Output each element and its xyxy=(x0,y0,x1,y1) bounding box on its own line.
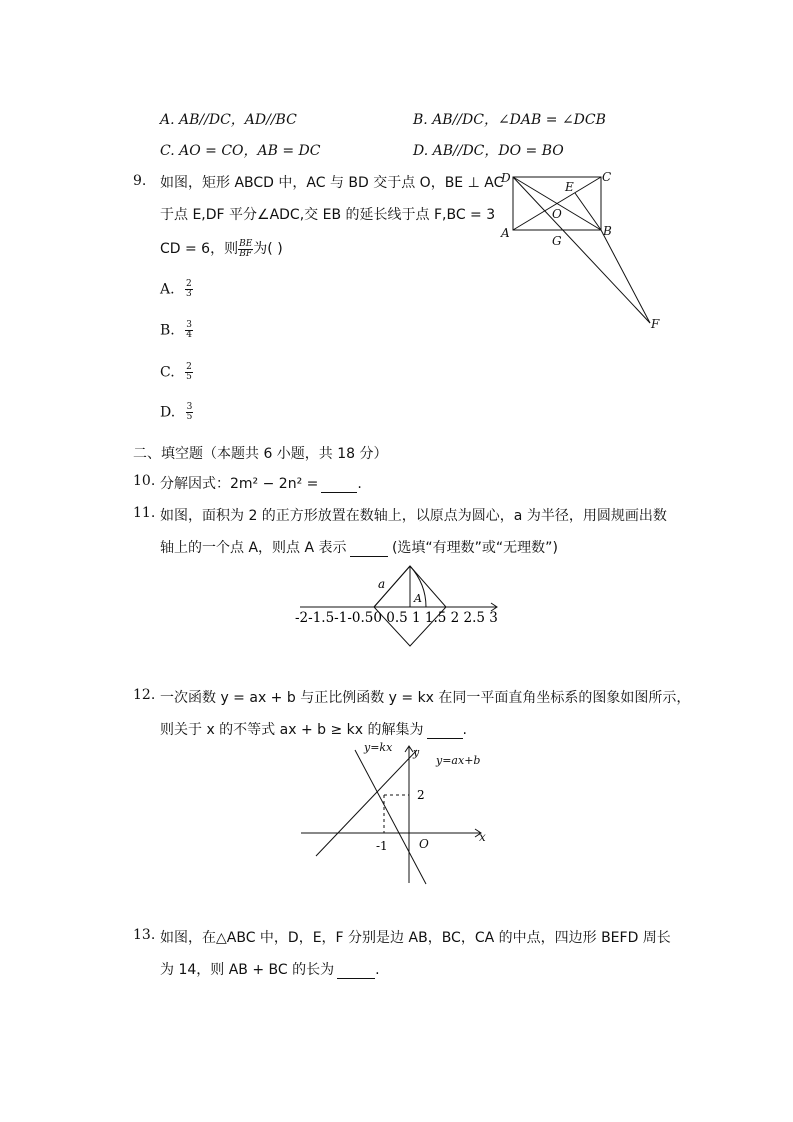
q11-line1: 如图，面积为 2 的正方形放置在数轴上，以原点为圆心，a 为半径，用圆规画出数 xyxy=(160,508,667,524)
q9-label-f: F xyxy=(651,317,660,331)
q9-option-a-den: 3 xyxy=(186,289,192,299)
q9-line3 xyxy=(160,238,283,259)
q11-line2-pre: 轴上的一个点 A，则点 A 表示 xyxy=(160,540,347,556)
q9-frac-den: BF xyxy=(239,248,253,259)
q11-number: 11. xyxy=(133,505,156,521)
q9-line1: 如图，矩形 ABCD 中，AC 与 BD 交于点 O，BE ⊥ AC xyxy=(160,175,504,191)
q11-line2 xyxy=(160,537,558,557)
q12-line1: 一次函数 y = ax + b 与正比例函数 y = kx 在同一平面直角坐标系的图象如图所示， xyxy=(160,690,691,706)
q12-label-minus-one: -1 xyxy=(376,839,388,853)
line-df xyxy=(513,177,650,323)
q12-line2-post: . xyxy=(462,722,467,738)
q9-option-d xyxy=(160,403,193,422)
q8-option-c: C. AO = CO，AB = DC xyxy=(160,143,321,159)
number-line-labels: -2-1.5-1-0.50 0.5 1 1.5 2 2.5 3 xyxy=(295,610,498,626)
q13-line2-post: . xyxy=(375,962,380,978)
line-bf xyxy=(601,230,650,323)
q12-label-origin: O xyxy=(419,837,429,851)
q9-option-a-label: A. xyxy=(160,281,175,298)
q9-option-c-label: C. xyxy=(160,364,175,381)
q9-label-c: C xyxy=(602,170,612,184)
q10-number: 10. xyxy=(133,473,156,489)
q9-option-d-label: D. xyxy=(160,404,176,421)
q9-label-o: O xyxy=(552,207,562,221)
q8-option-b: B. AB//DC，∠DAB = ∠DCB xyxy=(413,112,606,128)
q9-label-e: E xyxy=(565,180,574,194)
segment-be xyxy=(575,193,601,230)
q9-label-d: D xyxy=(501,171,511,185)
q9-number: 9. xyxy=(133,173,147,189)
q12-label-yaxb: y=ax+b xyxy=(436,754,481,767)
q13-line1: 如图，在△ABC 中，D，E，F 分别是边 AB，BC，CA 的中点，四边形 BEFD 周长 xyxy=(160,930,671,946)
q9-option-c-den: 5 xyxy=(186,372,192,382)
q8-option-d: D. AB//DC，DO = BO xyxy=(413,143,564,159)
q10-line xyxy=(160,473,362,493)
section-heading: 二、填空题（本题共 6 小题，共 18 分） xyxy=(133,446,388,462)
q9-line2: 于点 E,DF 平分∠ADC,交 EB 的延长线于点 F,BC = 3 xyxy=(160,207,496,223)
q11-line2-post: (选填“有理数”或“无理数”) xyxy=(387,540,558,556)
q12-line2 xyxy=(160,719,467,739)
q12-line2-pre: 则关于 x 的不等式 ax + b ≥ kx 的解集为 xyxy=(160,722,424,738)
q9-fraction xyxy=(238,240,253,259)
q12-label-two: 2 xyxy=(417,788,425,802)
q9-label-b: B xyxy=(603,224,612,238)
q8-option-a: A. AB//DC，AD//BC xyxy=(160,112,297,128)
q10-answer-blank xyxy=(321,480,357,493)
q9-option-b-label: B. xyxy=(160,322,175,339)
q9-line3-post: 为( ) xyxy=(253,241,283,257)
line-y-kx xyxy=(355,750,426,884)
q9-option-c xyxy=(160,363,193,382)
q9-option-b-num: 3 xyxy=(186,320,192,330)
q9-label-g: G xyxy=(552,234,562,248)
q12-label-ykx: y=kx xyxy=(364,741,393,754)
q12-label-y: y xyxy=(413,746,420,759)
q9-option-a-num: 2 xyxy=(186,279,192,289)
q9-figure xyxy=(495,165,670,340)
q9-option-b-den: 4 xyxy=(186,330,192,340)
q11-answer-blank xyxy=(350,544,388,557)
q12-number: 12. xyxy=(133,687,156,703)
q9-label-a: A xyxy=(501,226,510,240)
q9-line3-pre: CD = 6，则 xyxy=(160,241,239,257)
q10-text: 分解因式：2m² − 2n² = xyxy=(160,476,319,492)
q11-label-a: a xyxy=(378,577,386,591)
q9-frac-num: BE xyxy=(239,238,253,249)
q9-option-a xyxy=(160,280,193,299)
q10-end: . xyxy=(357,476,362,492)
line-y-ax-b xyxy=(316,750,417,856)
q9-option-c-num: 2 xyxy=(186,362,192,372)
q9-option-d-num: 3 xyxy=(186,402,193,412)
q12-label-x: x xyxy=(479,830,486,844)
q12-figure xyxy=(296,738,496,888)
q9-option-b xyxy=(160,321,193,340)
q13-line2-pre: 为 14，则 AB + BC 的长为 xyxy=(160,962,335,978)
q11-label-point-a: A xyxy=(414,592,422,605)
q13-line2 xyxy=(160,959,380,979)
q13-answer-blank xyxy=(337,966,375,979)
q9-option-d-den: 5 xyxy=(186,412,193,422)
q11-figure xyxy=(292,558,507,653)
q13-number: 13. xyxy=(133,927,156,943)
